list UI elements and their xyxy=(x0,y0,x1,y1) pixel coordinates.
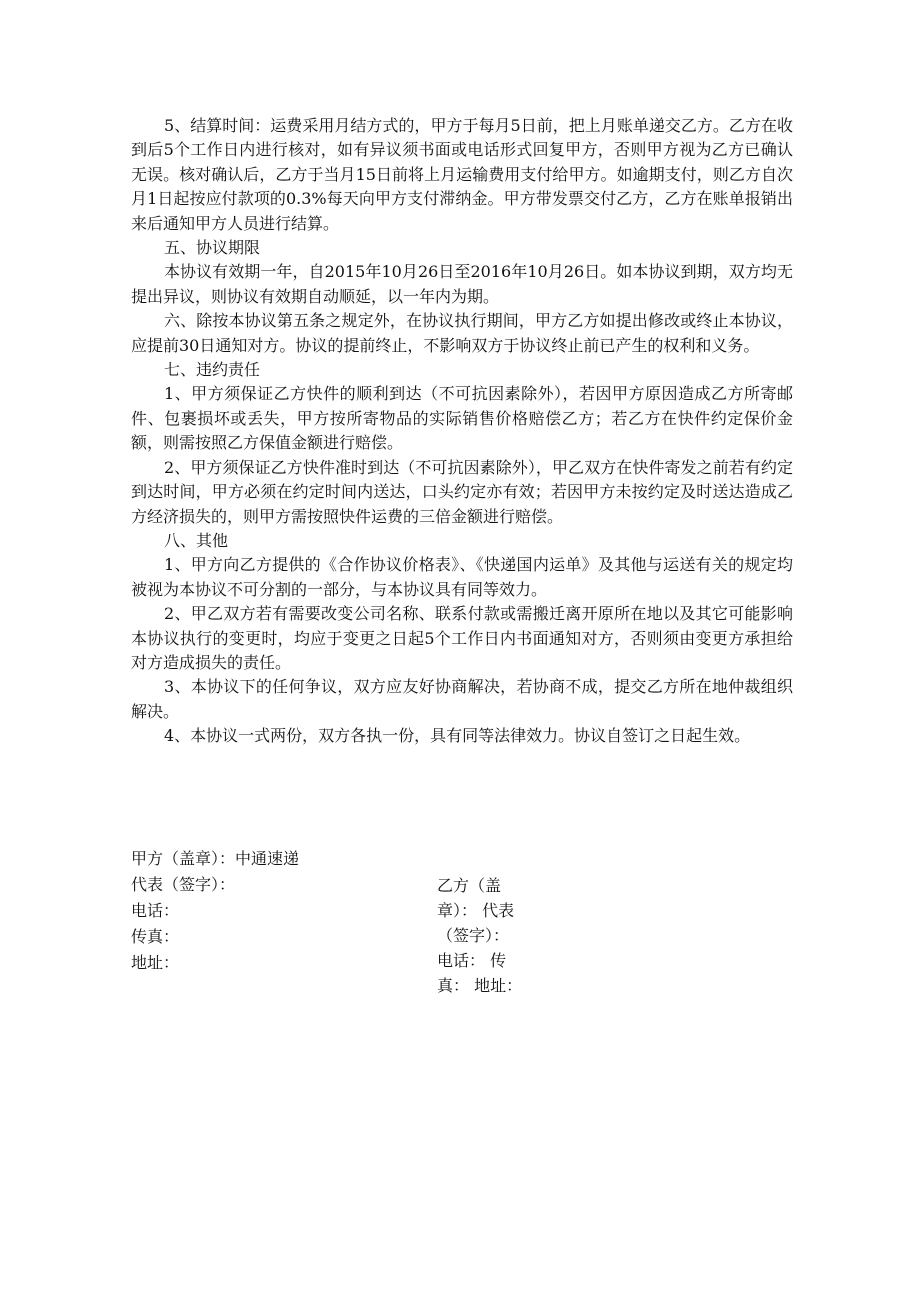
party-b-line: 乙方（盖 xyxy=(437,876,502,895)
clause-liability-delivery: 1、甲方须保证乙方快件的顺利到达（不可抗因素除外），若因甲方原因造成乙方所寄邮件、包裹损坏或丢失，甲方按所寄物品的实际销售价格赔偿乙方；若乙方在快件约定保价金额，则需按照乙方保值金额进行赔偿。 xyxy=(131,384,793,453)
clause-other-disputes: 3、本协议下的任何争议，双方应友好协商解决，若协商不成，提交乙方所在地仲裁组织解决。 xyxy=(131,677,793,721)
clause-modification-termination: 六、除按本协议第五条之规定外，在协议执行期间，甲方乙方如提出修改或终止本协议，应提前30日通知对方。协议的提前终止，不影响双方于协议终止前已产生的权利和义务。 xyxy=(131,311,793,355)
clause-other-changes: 2、甲乙双方若有需要改变公司名称、联系付款或需搬迁离开原所在地以及其它可能影响本协议执行的变更时，均应于变更之日起5个工作日内书面通知对方，否则须由变更方承担给对方造成损失的责任。 xyxy=(131,604,793,672)
clause-liability-timeliness: 2、甲方须保证乙方快件准时到达（不可抗因素除外），甲乙双方在快件寄发之前若有约定到达时间，甲方必须在约定时间内送达，口头约定亦有效；若因甲方未按约定及时送达造成乙方经济损失的，则甲方需按照快件运费的三倍金额进行赔偿。 xyxy=(131,457,793,526)
party-a-signature-block xyxy=(131,846,401,976)
section-heading-liability: 七、违约责任 xyxy=(164,360,261,380)
clause-settlement-time: 5、结算时间：运费采用月结方式的，甲方于每月5日前，把上月账单递交乙方。乙方在收到后5个工作日内进行核对，如有异议须书面或电话形式回复甲方，否则甲方视为乙方已确认无误。核对确认后，乙方于当月15日前将上月运输费用支付给甲方。如逾期支付，则乙方自次月1日起按应付款项的0.3%每天向甲方支付滞纳金。甲方带发票交付乙方，乙方在账单报销出来后通知甲方人员进行结算。 xyxy=(131,116,793,233)
party-b-line: 章）： 代表 xyxy=(437,901,515,920)
party-b-line: 真： 地址： xyxy=(437,976,523,995)
party-b-line: 电话： 传 xyxy=(437,951,507,970)
party-a-seal: 甲方（盖章）：中通速递 xyxy=(131,849,300,868)
section-heading-term: 五、协议期限 xyxy=(164,238,261,258)
party-b-signature-block xyxy=(437,873,533,998)
clause-other-documents: 1、甲方向乙方提供的《合作协议价格表》、《快递国内运单》及其他与运送有关的规定均被视为本协议不可分割的一部分，与本协议具有同等效力。 xyxy=(131,555,793,599)
party-b-line: （签字）： xyxy=(437,926,510,945)
clause-other-copies: 4、本协议一式两份，双方各执一份，具有同等法律效力。协议自签订之日起生效。 xyxy=(164,726,751,746)
clause-agreement-term: 本协议有效期一年，自2015年10月26日至2016年10月26日。如本协议到期，双方均无提出异议，则协议有效期自动顺延，以一年内为期。 xyxy=(131,262,793,306)
party-a-fax: 传真： xyxy=(131,927,180,946)
party-a-representative: 代表（签字）： xyxy=(131,875,236,894)
party-a-phone: 电话： xyxy=(131,901,180,920)
agreement-body xyxy=(131,114,793,749)
party-a-address: 地址： xyxy=(131,953,180,972)
section-heading-other: 八、其他 xyxy=(164,530,229,550)
